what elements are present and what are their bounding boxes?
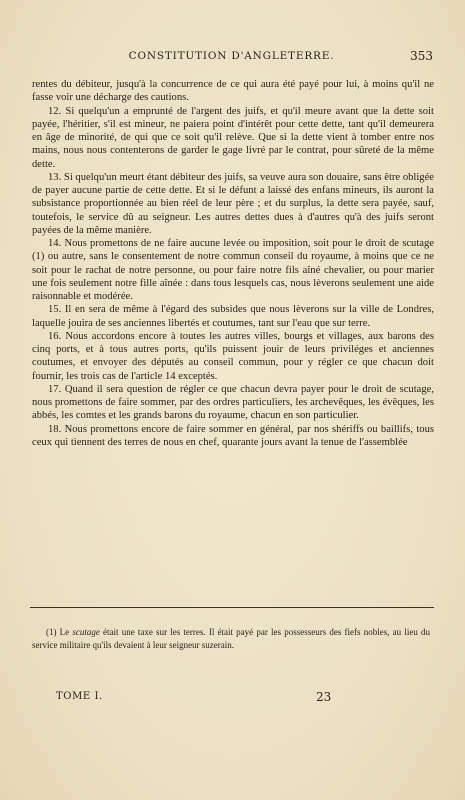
footnote-marker: (1) Le [46, 627, 70, 637]
footnote-text: était une taxe sur les terres. Il était payé par les possesseurs des fiefs nobles, au lieu du service militaire qu'ils devaient à leur seigneur suzerain. [32, 627, 431, 650]
paragraph-article-14: 14. Nous promettons de ne faire aucune levée ou imposition, soit pour le droit de scutage (1) ou autre, sans le consentement de notre commun conseil du royaume, à moins que ce ne soit pour le rachat de notre personne, ou pour faire notre fils aîné chevalier, ou pour marier une fois seulement notre fille aînée : dans tous lesquels cas, nous lèverons seulement une aide raisonnable et modérée. [32, 238, 434, 302]
signature-mark: TOME I. [56, 691, 103, 702]
paragraph-article-17: 17. Quand il sera question de régler ce que chacun devra payer pour le droit de scutage, nous promettons de faire sommer, par des ordres particuliers, les archevêques, les évêques, les abbés, les comtes et les grands barons du royaume, chacun en son particulier. [32, 383, 434, 422]
footnote-term: scutage [72, 627, 100, 637]
main-text [32, 78, 434, 449]
paragraph-article-12: 12. Si quelqu'un a emprunté de l'argent des juifs, et qu'il meure avant que la dette soit payée, l'héritier, s'il est mineur, ne paiera point d'intérêt pour cette dette, tant qu'il demeurera en âge de minorité, de qui que ce soit qu'il relève. Que si la dette vient à tomber entre nos mains, nous nous contenterons de garder le gage livré par le contrat, pour sûreté de la même dette. [32, 105, 434, 170]
paragraph-article-16: 16. Nous accordons encore à toutes les autres villes, bourgs et villages, aux barons des cinq ports, et à tous autres ports, qu'ils puissent jouir de leurs priviléges et anciennes coutumes, et envoyer des députés au conseil commun, pour y régler ce que chacun doit fournir, les trois cas de l'article 14 exceptés. [32, 330, 434, 382]
paragraph-article-13: 13. Si quelqu'un meurt étant débiteur des juifs, sa veuve aura son douaire, sans être obligée de payer aucune partie de cette dette. Et si le défunt a laissé des enfans mineurs, ils auront la subsistance proportionnée au bien réel de leur père ; et du surplus, la dette sera payée, sauf, toutefois, le service dû au seigneur. Les autres dettes dues à d'autres qu'à des juifs seront payées de la même manière. [32, 171, 434, 236]
page-number: 353 [410, 49, 433, 63]
running-head [30, 50, 433, 66]
footnote-rule [30, 607, 434, 608]
paragraph-continuation: rentes du débiteur, jusqu'à la concurrence de ce qui aura été payé pour lui, à moins qu'il ne fasse voir une décharge des cautions. [32, 79, 434, 104]
paragraph-article-15: 15. Il en sera de même à l'égard des subsides que nous lèverons sur la ville de Londres, laquelle jouira de ses anciennes libertés et coutumes, tant sur l'eau que sur terre. [32, 304, 434, 329]
running-title: CONSTITUTION D'ANGLETERRE. [128, 50, 335, 62]
paragraph-article-18: 18. Nous promettons encore de faire sommer en général, par nos shériffs ou baillifs, tous ceux qui tiennent des terres de nous en chef, quarante jours avant la tenue de l'assemblée [32, 423, 434, 448]
signature-folio: 23 [316, 690, 332, 704]
footnote [32, 626, 430, 651]
